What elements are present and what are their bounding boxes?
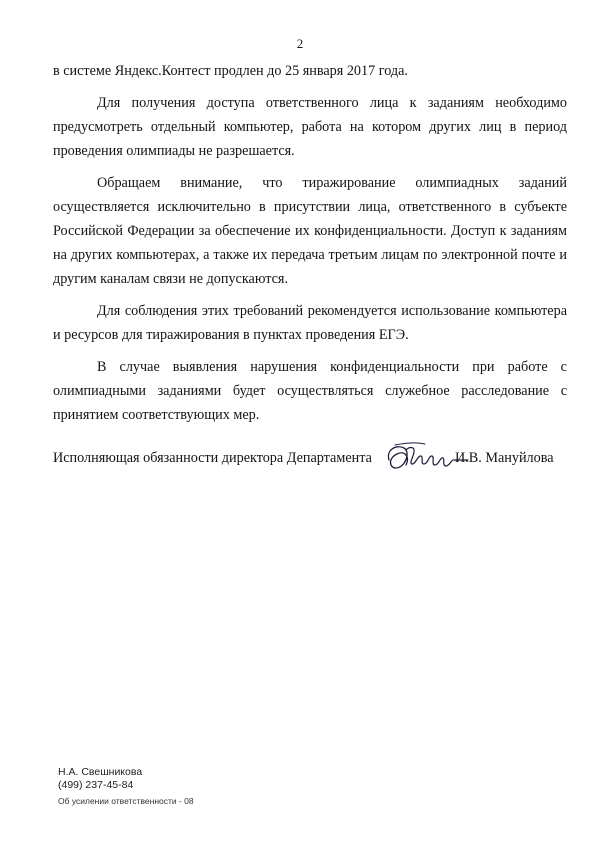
paragraph-continuation: в системе Яндекс.Контест продлен до 25 января 2017 года.: [53, 63, 408, 79]
page-number: 2: [296, 36, 304, 51]
paragraph-violations: В случае выявления нарушения конфиденциальности при работе с олимпиадными заданиями будет осуществляться служебное расследование с принятием соответствующих мер.: [53, 359, 567, 423]
contact-phone: (499) 237-45-84: [58, 779, 134, 791]
document-reference: Об усилении ответственности - 08: [58, 796, 194, 806]
paragraph-computer-access: Для получения доступа ответственного лица к заданиям необходимо предусмотреть отдельный компьютер, работа на котором других лиц в период проведения олимпиады не разрешается.: [53, 95, 567, 159]
contact-block: [58, 766, 142, 792]
paragraph-confidentiality: Обращаем внимание, что тиражирование олимпиадных заданий осуществляется исключительно в присутствии лица, ответственного в субъекте Российской Федерации за обеспечение их конфиденциальности. Доступ к заданиям на других компьютерах, а также их передача третьим лицам по электронной почте и другим каналам связи не допускаются.: [53, 175, 567, 287]
letter-body: [53, 59, 567, 435]
contact-name: Н.А. Свешникова: [58, 766, 143, 778]
signature-block: [53, 438, 567, 482]
signatory-name: И.В. Мануйлова: [455, 450, 554, 466]
signatory-title: Исполняющая обязанности директора Департамента: [53, 450, 372, 466]
paragraph-requirements: Для соблюдения этих требований рекомендуется использование компьютера и ресурсов для тиражирования в пунктах проведения ЕГЭ.: [53, 303, 567, 343]
